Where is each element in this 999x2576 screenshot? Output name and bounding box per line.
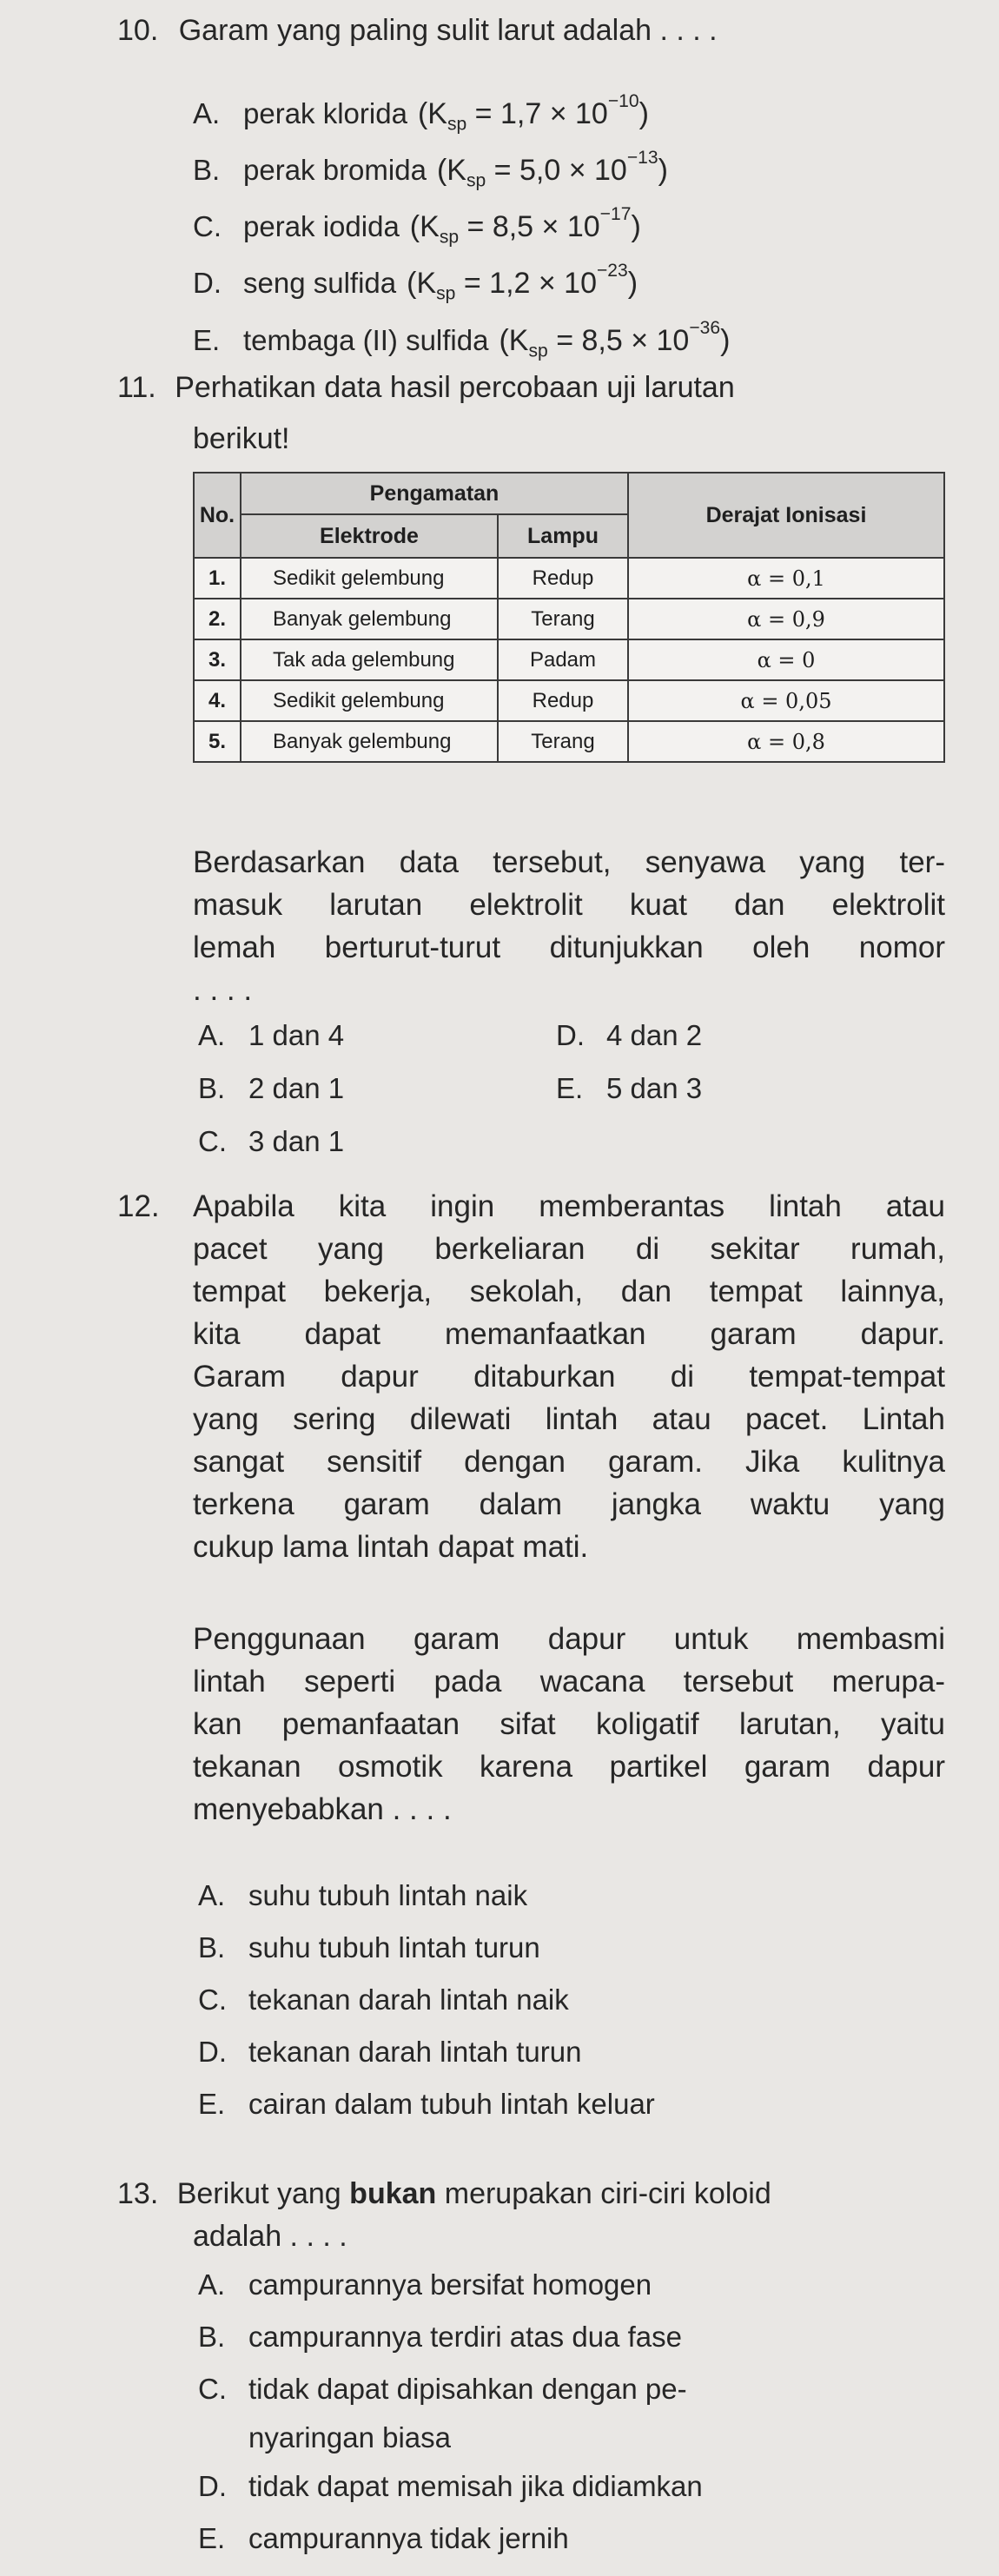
passage-line: sangat sensitif dengan garam. Jika kulitnya [193,1445,945,1479]
question-text-bold: bukan [349,2177,437,2210]
option-letter: B. [198,2321,226,2353]
table-row [194,599,944,639]
passage-line: kan pemanfaatan sifat koligatif larutan, yaitu [193,1707,945,1741]
option-text: campurannya bersifat homogen [248,2268,652,2301]
passage-line: terkena garam dalam jangka waktu yang [193,1487,945,1521]
cell-lampu: Redup [498,680,628,721]
option-a[interactable] [193,83,649,143]
option-text: suhu tubuh lintah naik [248,1879,528,1911]
option-e[interactable] [193,309,730,370]
question-12-number: 12. [117,1189,160,1223]
option-c[interactable] [193,195,641,256]
body-line: Berdasarkan data tersebut, senyawa yang ter- [193,845,945,879]
option-text: seng sulfida [243,266,397,299]
option-letter: A. [193,96,221,129]
option-text: tekanan darah lintah turun [248,2036,582,2068]
question-11-body [193,841,945,1011]
option-text: cairan dalam tubuh lintah keluar [248,2088,655,2120]
option-letter: C. [198,1983,227,2016]
ksp-exponent: −17 [599,204,632,224]
header-lampu: Lampu [498,514,628,558]
ksp-subscript: sp [528,341,548,361]
option-e[interactable] [198,2520,569,2558]
option-letter: D. [198,2470,227,2502]
cell-elektrode: Sedikit gelembung [241,558,498,599]
option-letter: C. [198,2373,227,2405]
option-a[interactable] [198,1016,344,1055]
ksp-formula: $(K_{sp} = 8,5 \times 10^{-17})$ [409,204,641,248]
option-letter: E. [193,323,221,356]
option-a[interactable] [198,2266,652,2304]
question-11-stem-line2: berikut! [193,422,290,455]
ksp-coefficient: 8,5 [492,209,534,243]
option-letter: A. [198,1019,226,1051]
option-text: perak klorida [243,96,407,129]
cell-lampu: Terang [498,721,628,762]
option-letter: A. [198,2268,226,2301]
option-letter: A. [198,1879,226,1911]
cell-derajat-ionisasi: α = 0,8 [628,721,944,762]
option-e[interactable] [198,2085,655,2123]
header-elektrode: Elektrode [241,514,498,558]
table-row [194,721,944,762]
ksp-symbol: K [416,266,437,300]
ksp-coefficient: 1,7 [500,96,542,130]
times-ten: × 10 [541,209,600,243]
option-letter: B. [198,1931,226,1963]
option-b[interactable] [198,1929,540,1967]
cell-no: 5. [194,721,241,762]
option-c[interactable] [198,1122,344,1161]
question-text-pre: Berikut yang [176,2177,350,2210]
option-text: tekanan darah lintah naik [248,1983,569,2016]
ksp-subscript: sp [466,170,486,191]
passage-line: menyebabkan . . . . [193,1792,452,1826]
body-line: . . . . [193,973,253,1007]
option-b[interactable] [193,139,668,200]
cell-derajat-ionisasi: α = 0,05 [628,680,944,721]
times-ten: × 10 [631,323,690,357]
cell-derajat-ionisasi: α = 0 [628,639,944,680]
option-letter: E. [198,2088,226,2120]
ksp-subscript: sp [447,114,467,135]
option-d[interactable] [198,2033,581,2071]
cell-no: 3. [194,639,241,680]
ksp-exponent: −23 [597,261,628,281]
passage-line: Penggunaan garam dapur untuk membasmi [193,1622,945,1656]
question-number: 10. [117,14,159,47]
option-c[interactable] [198,1981,569,2019]
question-10-stem [117,10,718,50]
cell-lampu: Padam [498,639,628,680]
option-c[interactable] [198,2370,687,2408]
option-letter: C. [198,1125,227,1157]
option-letter: B. [198,1072,226,1104]
option-text: perak iodida [243,209,400,242]
option-text: suhu tubuh lintah turun [248,1931,540,1963]
passage-line: tekanan osmotik karena partikel garam dapur [193,1750,945,1784]
question-number: 13. [117,2177,159,2210]
cell-derajat-ionisasi: α = 0,9 [628,599,944,639]
option-b[interactable] [198,1069,344,1108]
cell-no: 2. [194,599,241,639]
option-text: 3 dan 1 [248,1125,345,1157]
option-letter: E. [556,1072,584,1104]
table-row [194,639,944,680]
passage-line: cukup lama lintah dapat mati. [193,1530,589,1564]
option-text: perak bromida [243,153,427,186]
passage-line: lintah seperti pada wacana tersebut merupa- [193,1665,945,1699]
body-line: masuk larutan elektrolit kuat dan elektrolit [193,888,945,922]
ksp-symbol: K [427,96,447,130]
passage-line: pacet yang berkeliaran di sekitar rumah, [193,1232,945,1266]
option-d[interactable] [556,1016,702,1055]
passage-line: Apabila kita ingin memberantas lintah atau [193,1189,945,1223]
ksp-formula: $(K_{sp} = 1,2 \times 10^{-23})$ [407,261,638,304]
ksp-coefficient: 5,0 [519,153,561,187]
option-c-continuation [248,2419,451,2457]
option-e[interactable] [556,1069,702,1108]
option-letter: B. [193,153,221,186]
question-13-stem-line2: adalah . . . . [193,2220,347,2253]
question-12-stem [193,1618,945,1831]
ksp-exponent: −36 [689,318,721,338]
option-text: 5 dan 3 [606,1072,703,1104]
option-text: campurannya terdiri atas dua fase [248,2321,682,2353]
question-number: 11. [117,371,156,404]
table-row [194,680,944,721]
header-pengamatan: Pengamatan [241,473,628,514]
ksp-symbol: K [447,153,466,187]
option-text: campurannya tidak jernih [248,2522,569,2554]
header-no: No. [194,473,241,558]
option-text: 2 dan 1 [248,1072,345,1104]
passage-line: Garam dapur ditaburkan di tempat-tempat [193,1360,945,1394]
times-ten: × 10 [568,153,627,187]
observation-table [193,472,945,763]
times-ten: × 10 [538,266,597,300]
header-derajat-ionisasi: Derajat Ionisasi [628,473,944,558]
cell-derajat-ionisasi: α = 0,1 [628,558,944,599]
ksp-formula: $(K_{sp} = 8,5 \times 10^{-36})$ [499,318,731,361]
body-line: lemah berturut-turut ditunjukkan oleh nomor [193,930,945,964]
cell-lampu: Terang [498,599,628,639]
ksp-coefficient: 1,2 [489,266,531,300]
ksp-subscript: sp [439,227,460,248]
cell-elektrode: Banyak gelembung [241,599,498,639]
cell-lampu: Redup [498,558,628,599]
ksp-exponent: −13 [626,148,658,168]
question-text: Garam yang paling sulit larut adalah . . . . [178,14,718,47]
option-letter: D. [556,1019,585,1051]
cell-no: 4. [194,680,241,721]
option-b[interactable] [198,2318,682,2356]
cell-no: 1. [194,558,241,599]
option-letter: D. [193,266,222,299]
option-text: nyaringan biasa [248,2421,451,2453]
option-a[interactable] [198,1877,527,1915]
cell-elektrode: Sedikit gelembung [241,680,498,721]
option-text: tembaga (II) sulfida [243,323,489,356]
option-d[interactable] [193,252,638,313]
ksp-symbol: K [420,209,440,243]
option-letter: C. [193,209,222,242]
cell-elektrode: Banyak gelembung [241,721,498,762]
cell-elektrode: Tak ada gelembung [241,639,498,680]
passage-line: yang sering dilewati lintah atau pacet. Lintah [193,1402,945,1436]
ksp-formula: $(K_{sp} = 5,0 \times 10^{-13})$ [436,148,668,191]
option-text: 4 dan 2 [606,1019,703,1051]
passage-line: tempat bekerja, sekolah, dan tempat lainnya, [193,1275,945,1308]
question-text: Perhatikan data hasil percobaan uji larutan [175,371,735,404]
ksp-formula: $(K_{sp} = 1,7 \times 10^{-10})$ [417,91,649,135]
ksp-symbol: K [508,323,529,357]
times-ten: × 10 [549,96,608,130]
option-text: tidak dapat dipisahkan dengan pe- [248,2373,687,2405]
ksp-coefficient: 8,5 [581,323,623,357]
question-text-post: merupakan ciri-ciri koloid [436,2177,771,2210]
question-13-stem [117,2174,771,2214]
ksp-exponent: −10 [607,91,639,111]
option-letter: E. [198,2522,226,2554]
ksp-subscript: sp [436,283,456,304]
table-row [194,558,944,599]
question-12-passage [193,1185,945,1568]
option-letter: D. [198,2036,227,2068]
question-11-stem [117,368,735,407]
option-d[interactable] [198,2467,703,2506]
option-text: tidak dapat memisah jika didiamkan [248,2470,703,2502]
passage-line: kita dapat memanfaatkan garam dapur. [193,1317,945,1351]
option-text: 1 dan 4 [248,1019,345,1051]
